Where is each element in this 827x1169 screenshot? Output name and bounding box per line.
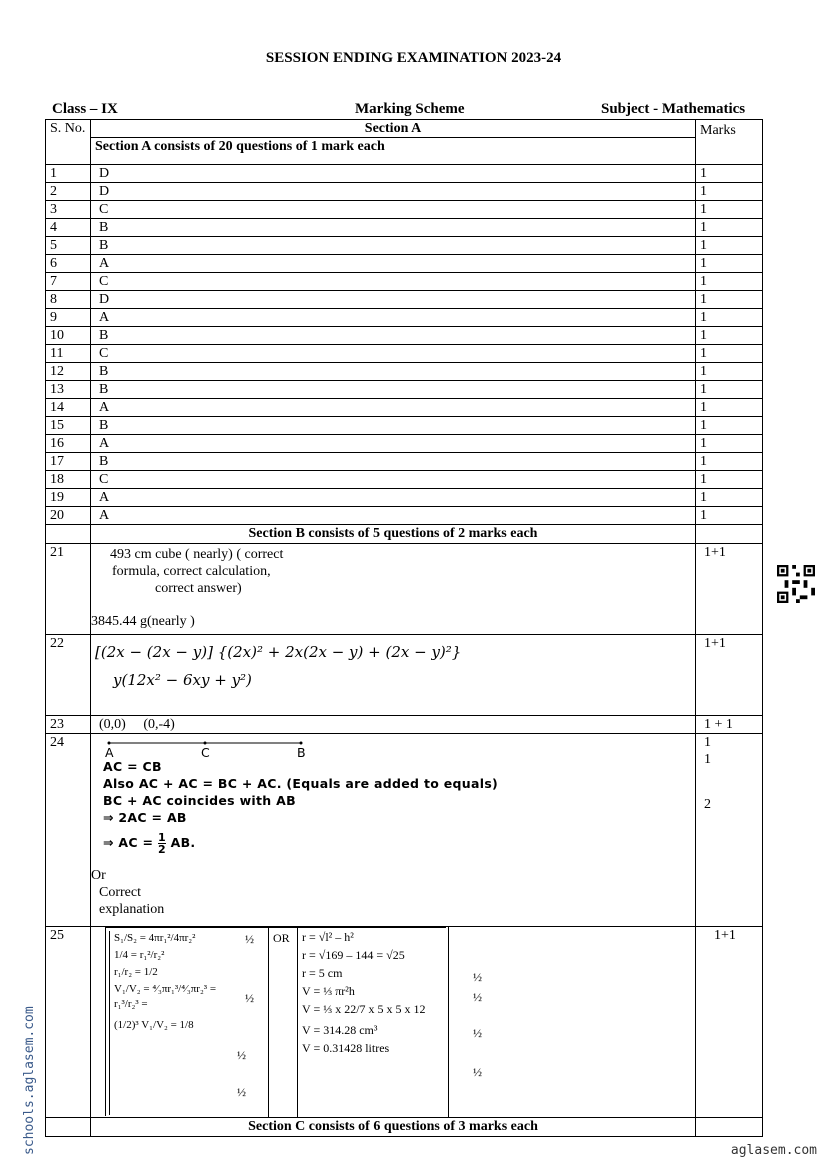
answer-cell: D xyxy=(91,291,696,309)
table-row xyxy=(46,381,763,399)
question-number: 18 xyxy=(46,471,91,489)
marks-cell: 1 xyxy=(696,273,763,291)
ratio-step: r₁/r₂ = 1/2 xyxy=(114,966,158,978)
section-b-description: Section B consists of 5 questions of 2 marks each xyxy=(91,525,696,544)
question-number: 13 xyxy=(46,381,91,399)
question-number: 15 xyxy=(46,417,91,435)
table-row xyxy=(46,471,763,489)
question-number: 24 xyxy=(46,734,91,927)
class-label: Class – IX xyxy=(52,101,118,117)
question-number: 19 xyxy=(46,489,91,507)
question-number: 14 xyxy=(46,399,91,417)
marks-cell: 1 xyxy=(696,453,763,471)
answer-line: 493 cm cube ( nearly) ( correct xyxy=(110,547,284,562)
proof-line: ⇒ 2AC = AB xyxy=(103,810,187,825)
marks-cell: 1 xyxy=(696,291,763,309)
sno-header: S. No. xyxy=(46,120,91,165)
section-a-header: Section A xyxy=(91,120,696,138)
table-row xyxy=(46,237,763,255)
volume-step: r = √169 – 144 = √25 xyxy=(302,948,405,962)
question-number: 10 xyxy=(46,327,91,345)
table-row xyxy=(46,201,763,219)
table-row xyxy=(46,345,763,363)
table-row xyxy=(46,399,763,417)
left-watermark: schools.aglasem.com xyxy=(22,1006,37,1155)
answer-line: 3845.44 g(nearly ) xyxy=(91,614,195,629)
answer-cell: A xyxy=(91,255,696,273)
marks-cell: 1 xyxy=(696,201,763,219)
table-row xyxy=(46,544,763,635)
marks-cell: 1 + 1 xyxy=(696,716,763,734)
table-row xyxy=(46,327,763,345)
ratio-method xyxy=(109,931,235,1115)
answer-cell: C xyxy=(91,471,696,489)
table-row xyxy=(46,453,763,471)
table-row xyxy=(46,273,763,291)
answer-cell: B xyxy=(91,219,696,237)
point-a-label: A xyxy=(105,745,114,760)
marks-cell: 1 xyxy=(696,165,763,183)
answer-cell: C xyxy=(91,201,696,219)
table-row xyxy=(46,219,763,237)
table-row xyxy=(46,435,763,453)
question-number: 11 xyxy=(46,345,91,363)
volume-step: V = 314.28 cm³ xyxy=(302,1023,378,1037)
answer-line: correct answer) xyxy=(155,581,242,596)
marks-cell: 1 xyxy=(696,363,763,381)
marks-cell: 1 xyxy=(696,309,763,327)
marks-cell: 1 xyxy=(696,507,763,525)
answer-cell: C xyxy=(91,273,696,291)
section-c-header-row xyxy=(46,1118,763,1137)
answer-line: [(2x − (2x − y)] {(2x)² + 2x(2x − y) + (2x − y)²} xyxy=(95,643,462,661)
table-row xyxy=(46,309,763,327)
question-number: 20 xyxy=(46,507,91,525)
proof-line: BC + AC coincides with AB xyxy=(103,793,296,808)
answer-cell: B xyxy=(91,237,696,255)
right-watermark: aglasem.com xyxy=(730,1143,817,1158)
question-number: 12 xyxy=(46,363,91,381)
answer-cell xyxy=(91,544,696,635)
point-c-label: C xyxy=(201,745,211,760)
ratio-step: S₁/S₂ = 4πr₁²/4πr₂² xyxy=(114,932,196,944)
marks-cell: 1 xyxy=(696,435,763,453)
question-number: 5 xyxy=(46,237,91,255)
volume-step: V = ⅓ πr²h xyxy=(302,984,355,998)
qr-code-icon xyxy=(776,565,816,603)
marks-cell: 1 xyxy=(696,489,763,507)
answer-cell: A xyxy=(91,309,696,327)
answer-cell: S₁/S₂ = 4πr₁²/4πr₂² 1/4 = r₁²/r₂² r₁/r₂ = 1/2 V₁/V₂ = ⁴⁄₃πr₁³/⁴⁄₃πr₂³ = r₁³/r₂³ = (1/2)³ V₁/V₂ = 1/8 ½ ½ ½ ½ OR r = √l² – h² r = √169 – 144 = √25 r = 5 cm V = ⅓ πr²h V = ⅓ x 22/7 x 5 x 5 x 12 V = 314.28 cm³ V = 0.31428 litres ½ ½ ½ ½ xyxy=(91,927,696,1118)
ratio-step: V₁/V₂ = ⁴⁄₃πr₁³/⁴⁄₃πr₂³ = r₁³/r₂³ = xyxy=(114,983,217,1010)
volume-step: V = 0.31428 litres xyxy=(302,1041,390,1055)
question-number: 16 xyxy=(46,435,91,453)
question-number: 22 xyxy=(46,635,91,716)
answer-cell xyxy=(91,635,696,716)
answer-cell: A xyxy=(91,435,696,453)
answer-cell: B xyxy=(91,381,696,399)
answer-cell: (0,0) (0,-4) xyxy=(91,716,696,734)
section-b-header-row xyxy=(46,525,763,544)
question-number: 3 xyxy=(46,201,91,219)
marks-cell: 1 xyxy=(696,381,763,399)
volume-step: r = 5 cm xyxy=(302,966,343,980)
question-number: 2 xyxy=(46,183,91,201)
marks-cell: 1 xyxy=(696,183,763,201)
or-label: Or xyxy=(91,868,106,883)
answer-cell: B xyxy=(91,327,696,345)
question-number: 23 xyxy=(46,716,91,734)
answer-cell: B xyxy=(91,363,696,381)
proof-line: AC = CB xyxy=(103,759,162,774)
exam-title: SESSION ENDING EXAMINATION 2023-24 xyxy=(265,50,562,66)
table-row xyxy=(46,165,763,183)
answer-line: y(12x² − 6xy + y²) xyxy=(113,671,252,689)
answer-cell: D xyxy=(91,165,696,183)
volume-step: V = ⅓ x 22/7 x 5 x 5 x 12 xyxy=(302,1002,426,1016)
question-number: 6 xyxy=(46,255,91,273)
table-row xyxy=(46,635,763,716)
volume-method xyxy=(297,927,449,1117)
question-number: 8 xyxy=(46,291,91,309)
marks-cell: 1 xyxy=(696,219,763,237)
table-row xyxy=(46,927,763,1118)
volume-step: r = √l² – h² xyxy=(302,930,354,944)
table-row xyxy=(46,255,763,273)
question-number: 9 xyxy=(46,309,91,327)
question-number: 21 xyxy=(46,544,91,635)
table-row xyxy=(46,417,763,435)
table-row xyxy=(46,507,763,525)
question-number: 7 xyxy=(46,273,91,291)
answer-cell: C xyxy=(91,345,696,363)
table-row xyxy=(46,183,763,201)
table-header-row xyxy=(46,120,763,138)
ratio-step: (1/2)³ V₁/V₂ = 1/8 xyxy=(114,1019,194,1031)
answer-cell: A xyxy=(91,399,696,417)
marks-cell: 1+1 xyxy=(696,544,763,635)
table-row xyxy=(46,489,763,507)
answer-cell: A xyxy=(91,507,696,525)
proof-line: ⇒ AC = $\frac{1}{2}$ AB. xyxy=(103,831,196,856)
answer-cell: B xyxy=(91,417,696,435)
marks-cell: 1 xyxy=(696,471,763,489)
marks-cell: 1 xyxy=(696,237,763,255)
question-number: 25 xyxy=(46,927,91,1118)
marking-scheme-table xyxy=(45,119,763,1137)
marks-header: Marks xyxy=(696,120,763,165)
proof-line: Also AC + AC = BC + AC. (Equals are added to equals) xyxy=(103,776,499,791)
alt-answer-line: explanation xyxy=(99,902,165,917)
marks-cell: 1+1 xyxy=(696,927,763,1118)
marks-cell: 1 xyxy=(696,417,763,435)
marks-cell: 1+1 xyxy=(696,635,763,716)
subject-label: Subject - Mathematics xyxy=(601,101,746,117)
table-row xyxy=(46,716,763,734)
answer-cell: B xyxy=(91,453,696,471)
table-row xyxy=(46,734,763,927)
marks-cell: 1 xyxy=(696,255,763,273)
answer-cell: D xyxy=(91,183,696,201)
table-row xyxy=(46,363,763,381)
or-label: OR xyxy=(273,931,290,945)
marks-cell: 1 xyxy=(696,327,763,345)
marks-cell: 1 xyxy=(696,345,763,363)
marks-cell: 1 xyxy=(696,399,763,417)
answer-line: formula, correct calculation, xyxy=(112,564,271,579)
marking-scheme-label: Marking Scheme xyxy=(355,101,465,117)
section-c-description: Section C consists of 6 questions of 3 marks each xyxy=(91,1118,696,1137)
alt-answer-line: Correct xyxy=(99,885,141,900)
answer-cell: A xyxy=(91,489,696,507)
answer-cell xyxy=(91,734,696,927)
point-b-label: B xyxy=(297,745,306,760)
question-number: 1 xyxy=(46,165,91,183)
marks-cell: 1 1 2 xyxy=(696,734,763,927)
question-number: 17 xyxy=(46,453,91,471)
section-a-description: Section A consists of 20 questions of 1 mark each xyxy=(91,138,696,165)
question-number: 4 xyxy=(46,219,91,237)
table-row xyxy=(46,291,763,309)
ratio-step: 1/4 = r₁²/r₂² xyxy=(114,949,165,961)
